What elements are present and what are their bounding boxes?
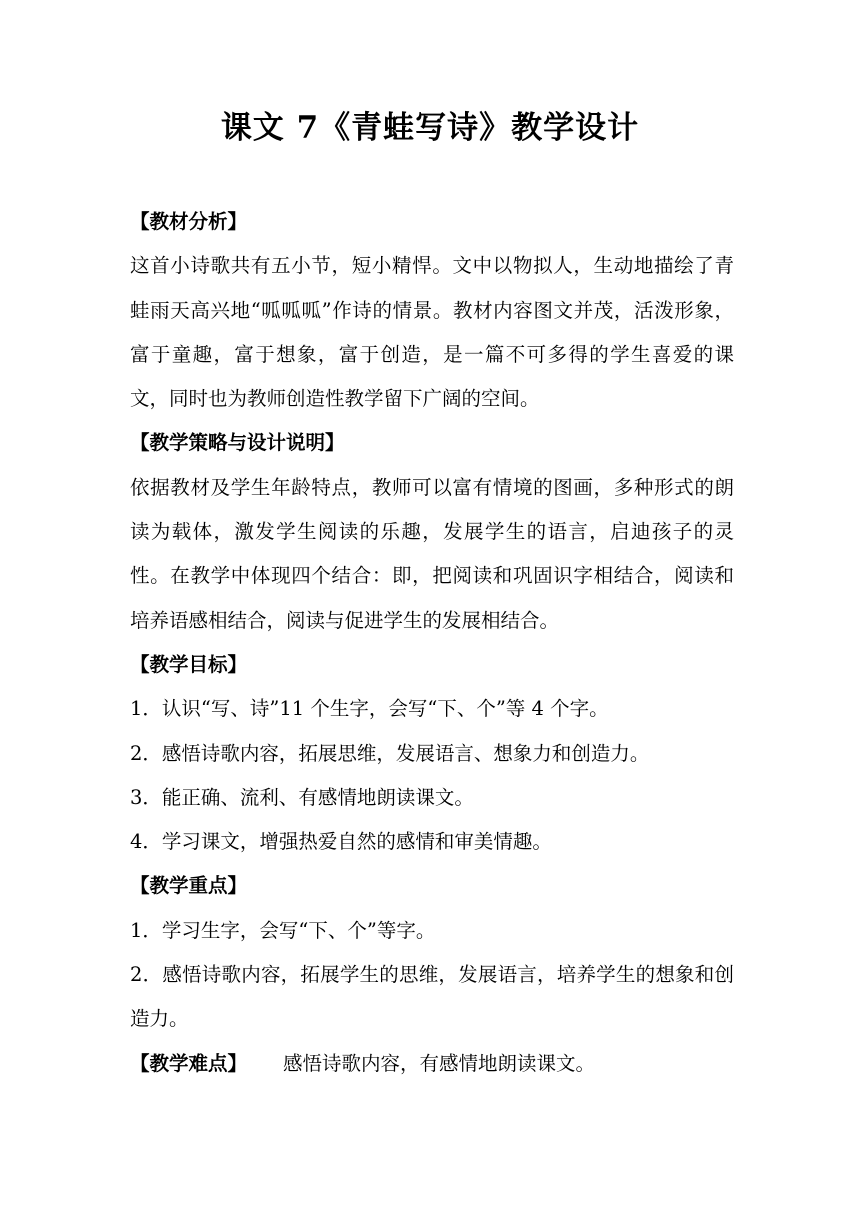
section-heading-key-points: 【教学重点】: [130, 874, 248, 898]
key-point-item-2: 2．感悟诗歌内容，拓展学生的思维，发展语言，培养学生的想象和创造力。: [130, 963, 734, 1031]
goal-item-3: 3．能正确、流利、有感情地朗读课文。: [130, 785, 474, 809]
difficulties-text: 感悟诗歌内容，有感情地朗读课文。: [283, 1051, 596, 1075]
analysis-paragraph: 这首小诗歌共有五小节，短小精悍。文中以物拟人，生动地描绘了青蛙雨天高兴地“呱呱呱”作诗的情景。教材内容图文并茂，活泼形象，富于童趣，富于想象，富于创造，是一篇不可多得的学生喜爱的课文，同时也为教师创造性教学留下广阔的空间。: [130, 254, 734, 411]
strategy-paragraph: 依据教材及学生年龄特点，教师可以富有情境的图画，多种形式的朗读为载体，激发学生阅读的乐趣，发展学生的语言，启迪孩子的灵性。在教学中体现四个结合：即，把阅读和巩固识字相结合，阅读和培养语感相结合，阅读与促进学生的发展相结合。: [130, 475, 734, 632]
key-point-item-1: 1．学习生字，会写“下、个”等字。: [130, 918, 436, 942]
goal-item-4: 4．学习课文，增强热爱自然的感情和审美情趣。: [130, 830, 552, 854]
document-body: [130, 200, 734, 1086]
section-heading-analysis: 【教材分析】: [130, 210, 248, 233]
section-heading-strategy: 【教学策略与设计说明】: [130, 431, 345, 455]
goal-item-2: 2．感悟诗歌内容，拓展思维，发展语言、想象力和创造力。: [130, 741, 650, 765]
document-title: 课文 7《青蛙写诗》教学设计: [220, 110, 640, 146]
goal-item-1: 1．认识“写、诗”11 个生字，会写“下、个”等 4 个字。: [130, 697, 609, 721]
section-heading-difficulties: 【教学难点】: [130, 1051, 248, 1075]
section-heading-goals: 【教学目标】: [130, 652, 248, 676]
difficulties-row: [130, 1042, 734, 1086]
